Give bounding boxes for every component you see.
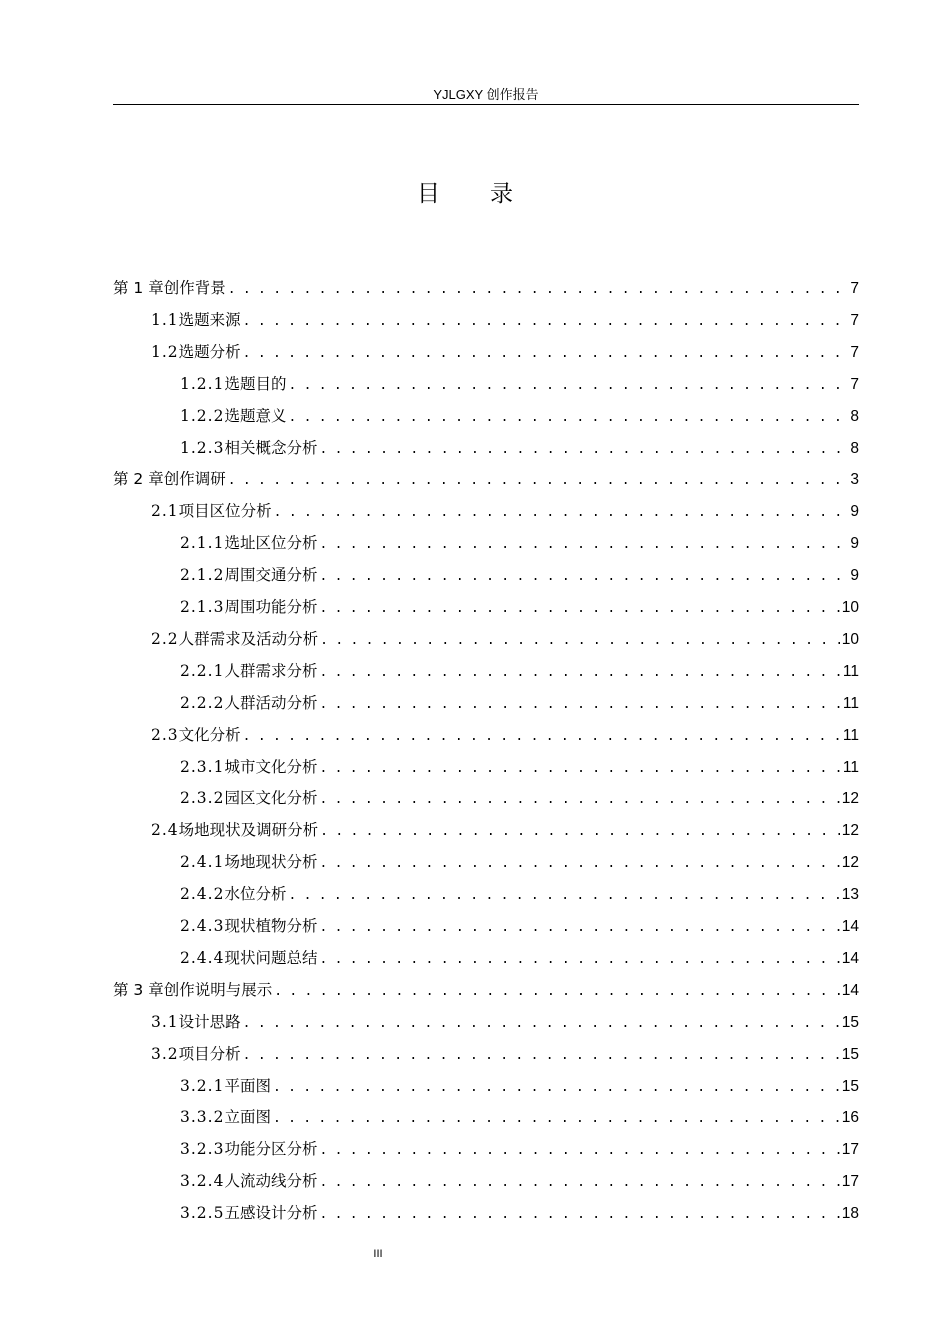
toc-entry[interactable] (113, 308, 859, 332)
toc-entry-number: 2.4.2 (180, 885, 225, 904)
toc-entry[interactable] (113, 882, 859, 906)
toc-entry-page: 9 (850, 503, 859, 521)
toc-entry-number: 1.1 (151, 310, 179, 329)
toc-dot-leader (320, 629, 840, 653)
toc-entry-title: 项目分析 (178, 1044, 241, 1063)
toc-entry[interactable] (113, 1169, 859, 1193)
toc-entry-title: 周围交通分析 (224, 566, 318, 585)
toc-entry[interactable] (113, 276, 859, 300)
toc-entry-title: 人流动线分析 (224, 1172, 318, 1191)
toc-entry-title: 创作调研 (163, 470, 226, 489)
toc-dot-leader (319, 757, 840, 781)
toc-dot-leader (273, 1076, 840, 1100)
toc-dot-leader (319, 661, 840, 685)
toc-dot-leader (319, 438, 848, 462)
toc-entry-title: 创作说明与展示 (163, 980, 273, 999)
toc-entry-number: 2.4.1 (180, 853, 225, 872)
toc-entry-title: 场地现状及调研分析 (178, 821, 319, 840)
toc-entry[interactable] (113, 755, 859, 779)
toc-entry-title: 人群活动分析 (224, 693, 318, 712)
toc-entry-title: 选题意义 (224, 406, 287, 425)
toc-entry[interactable] (113, 691, 859, 715)
toc-entry[interactable] (113, 340, 859, 364)
toc-entry-page: 7 (850, 311, 859, 329)
toc-dot-leader (288, 406, 848, 430)
toc-entry-title: 园区文化分析 (224, 789, 318, 808)
toc-entry-page: 11 (842, 694, 859, 712)
toc-dot-leader (243, 1012, 840, 1036)
toc-dot-leader (319, 916, 839, 940)
toc-entry[interactable] (113, 946, 859, 970)
toc-dot-leader (243, 310, 849, 334)
toc-entry-page: 12 (841, 790, 859, 808)
toc-entry-title: 人群需求分析 (224, 661, 318, 680)
toc-entry-page: 3 (850, 471, 859, 489)
toc-entry-title: 项目区位分析 (178, 502, 272, 521)
toc-entry-page: 16 (841, 1109, 859, 1127)
toc-entry-number: 2.3.2 (180, 789, 225, 808)
toc-entry-page: 10 (841, 599, 859, 616)
toc-entry-title: 选题来源 (178, 310, 241, 329)
toc-entry-number: 2.4.3 (180, 917, 225, 935)
toc-entry-page: 7 (850, 343, 859, 361)
toc-entry-title: 周围功能分析 (224, 598, 318, 616)
toc-entry[interactable] (113, 531, 859, 555)
toc-entry-number: 2.1.1 (180, 534, 225, 553)
toc-entry[interactable] (113, 1201, 859, 1225)
toc-entry[interactable] (113, 563, 859, 587)
toc-entry[interactable] (113, 1010, 859, 1034)
toc-entry-title: 选题目的 (224, 374, 287, 393)
toc-entry-number: 第 1 章 (113, 279, 164, 297)
toc-entry-title: 现状植物分析 (224, 917, 318, 935)
toc-entry[interactable] (113, 1074, 859, 1098)
toc-dot-leader (319, 565, 848, 589)
toc-entry-page: 17 (841, 1173, 859, 1191)
toc-entry-page: 11 (842, 758, 859, 776)
toc-entry-title: 平面图 (224, 1076, 271, 1095)
toc-entry-page: 8 (850, 439, 859, 457)
toc-entry-number: 3.2.5 (180, 1204, 225, 1223)
toc-entry[interactable] (113, 404, 859, 428)
toc-dot-leader (319, 1203, 839, 1227)
toc-dot-leader (274, 501, 849, 525)
toc-entry-page: 14 (841, 981, 859, 999)
toc-dot-leader (228, 469, 849, 493)
toc-dot-leader (288, 884, 839, 908)
toc-dot-leader (243, 342, 849, 366)
toc-entry-page: 11 (842, 662, 859, 680)
toc-entry[interactable] (113, 1105, 859, 1129)
toc-entry-number: 2.3 (151, 725, 179, 744)
toc-entry-page: 14 (841, 918, 859, 935)
toc-dot-leader (319, 852, 839, 876)
toc-entry-number: 1.2.3 (180, 438, 225, 457)
toc-dot-leader (319, 948, 839, 972)
page-number: III (373, 1248, 383, 1260)
toc-entry[interactable] (113, 978, 859, 1002)
toc-entry-number: 2.3.1 (180, 757, 225, 776)
toc-entry-number: 2.4.4 (180, 948, 225, 967)
toc-entry-title: 功能分区分析 (224, 1140, 318, 1159)
toc-entry-number: 2.1.2 (180, 566, 225, 585)
toc-dot-leader (319, 1139, 839, 1163)
toc-dot-leader (319, 597, 839, 621)
toc-entry-page: 18 (841, 1205, 859, 1223)
toc-entry-page: 12 (841, 822, 859, 840)
toc-entry-title: 立面图 (224, 1108, 271, 1127)
toc-entry-page: 7 (850, 375, 859, 393)
toc-dot-leader (320, 820, 840, 844)
toc-entry-page: 11 (842, 726, 859, 744)
toc-entry-number: 2.2.2 (180, 693, 225, 712)
toc-dot-leader (319, 1171, 839, 1195)
toc-dot-leader (273, 1107, 840, 1131)
toc-entry-page: 15 (841, 1077, 859, 1095)
toc-entry-title: 场地现状分析 (224, 853, 318, 872)
toc-dot-leader (274, 980, 840, 1004)
toc-entry-number: 1.2.2 (180, 406, 225, 425)
toc-entry-number: 1.2.1 (180, 374, 225, 393)
toc-entry[interactable] (113, 467, 859, 491)
toc-entry-title: 人群需求及活动分析 (178, 629, 319, 648)
toc-entry[interactable] (113, 786, 859, 810)
page-title: 目录 (417, 181, 563, 207)
toc-dot-leader (243, 1044, 840, 1068)
toc-entry[interactable] (113, 1137, 859, 1161)
toc-entry[interactable] (113, 436, 859, 460)
toc-dot-leader (243, 725, 841, 749)
toc-entry-page: 9 (850, 535, 859, 553)
toc-entry-page: 12 (841, 854, 859, 872)
toc-entry-number: 3.1 (151, 1012, 179, 1031)
toc-entry-number: 第 2 章 (113, 470, 164, 489)
toc-entry[interactable] (113, 850, 859, 874)
toc-entry-title: 五感设计分析 (224, 1204, 318, 1223)
toc-entry-title: 水位分析 (224, 885, 287, 904)
toc-entry-number: 3.2.3 (180, 1140, 225, 1159)
toc-dot-leader (228, 278, 849, 302)
toc-entry-page: 10 (841, 630, 859, 648)
toc-entry[interactable] (113, 914, 859, 938)
toc-entry-number: 2.1 (151, 502, 179, 521)
toc-entry-number: 3.2.1 (180, 1076, 225, 1095)
toc-entry-number: 第 3 章 (113, 980, 164, 999)
toc-entry-page: 15 (841, 1013, 859, 1031)
toc-entry-page: 14 (841, 949, 859, 967)
toc-entry-title: 相关概念分析 (224, 438, 318, 457)
toc-entry-page: 15 (841, 1045, 859, 1063)
toc-entry-number: 2.4 (151, 821, 179, 840)
page-header: YJLGXY 创作报告 (113, 86, 859, 105)
toc-entry-number: 3.2 (151, 1044, 179, 1063)
toc-entry-number: 2.2 (151, 629, 179, 648)
toc-entry-number: 3.3.2 (180, 1108, 225, 1127)
toc-entry[interactable] (113, 372, 859, 396)
toc-entry-page: 17 (841, 1141, 859, 1159)
toc-entry[interactable] (113, 818, 859, 842)
toc-entry-page: 7 (850, 280, 859, 297)
toc-entry-page: 13 (841, 886, 859, 904)
toc-entry[interactable] (113, 627, 859, 651)
toc-entry[interactable] (113, 499, 859, 523)
toc-entry-title: 选址区位分析 (224, 534, 318, 553)
toc-dot-leader (319, 693, 840, 717)
toc-entry[interactable] (113, 595, 859, 619)
toc-entry[interactable] (113, 659, 859, 683)
toc-entry-title: 现状问题总结 (224, 948, 318, 967)
toc-entry-number: 2.2.1 (180, 661, 225, 680)
toc-entry-page: 9 (850, 567, 859, 585)
toc-entry-number: 1.2 (151, 342, 179, 361)
toc-entry-title: 文化分析 (178, 725, 241, 744)
toc-dot-leader (319, 788, 839, 812)
toc-entry-title: 城市文化分析 (224, 757, 318, 776)
toc-entry[interactable] (113, 723, 859, 747)
toc-entry-title: 设计思路 (178, 1012, 241, 1031)
toc-entry-page: 8 (850, 407, 859, 425)
toc-entry-number: 3.2.4 (180, 1172, 225, 1191)
toc-dot-leader (288, 374, 848, 398)
toc-entry[interactable] (113, 1042, 859, 1066)
toc-entry-title: 创作背景 (163, 279, 226, 297)
toc-entry-title: 选题分析 (178, 342, 241, 361)
toc-dot-leader (319, 533, 848, 557)
toc-entry-number: 2.1.3 (180, 598, 225, 616)
